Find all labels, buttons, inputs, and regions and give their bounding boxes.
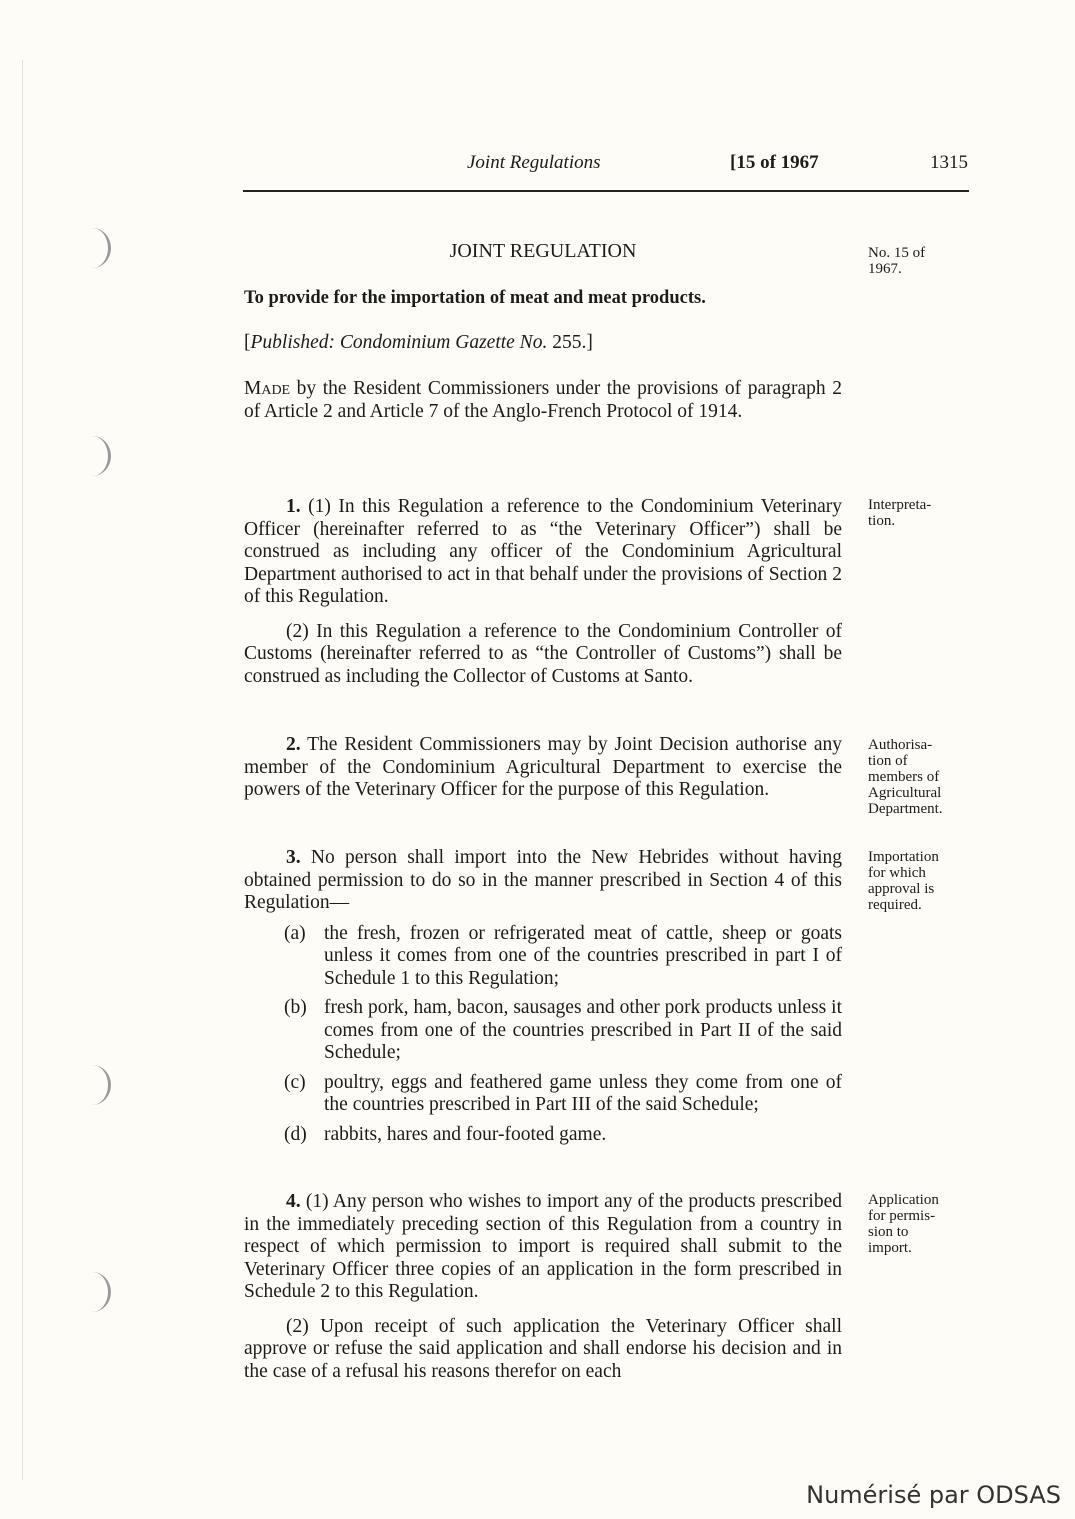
paragraph-text: The Resident Commissioners may by Joint Decision authorise any member of the Condominium Agricultural Department to exercise the powers of the Veterinary Officer for the purpose of this Regulation. [244,734,842,800]
margin-note-line: Interpreta- [868,497,932,513]
header-act: [15 of 1967 [730,152,819,173]
list-item-label: (a) [284,922,306,944]
margin-note-line: required. [868,897,922,913]
heading-margin-note [868,245,973,277]
section-number: 3. [286,847,301,868]
binding-edge [22,60,23,1480]
section-number: 4. [286,1191,301,1212]
list-item [244,997,842,1065]
section-2-para-1 [244,734,842,802]
list-item [244,923,842,991]
margin-note-line: Importation [868,849,939,865]
published-italic: Published: Condominium Gazette No. [250,332,548,353]
list-item [244,1124,842,1147]
margin-note-line: for which [868,865,926,881]
regulation-subtitle: To provide for the importation of meat and meat products. [244,288,706,308]
published-prefix: [ [244,332,251,353]
enacting-clause [244,378,842,423]
scan-watermark: Numérisé par ODSAS [806,1481,1061,1509]
section-1 [244,496,842,688]
list-item-label: (d) [284,1123,307,1145]
paragraph-text: (1) Any person who wishes to import any of the products prescribed in the immediately preceding section of this Regulation from a country in respect of which permission to import is required shall submit to the Veterinary Officer three copies of an application in the form prescribed in Schedule 2 to this Regulation. [244,1191,842,1302]
list-item-text: rabbits, hares and four-footed game. [324,1123,607,1145]
list-item-label: (b) [284,997,307,1018]
section-4-margin-note [868,1192,973,1256]
punch-hole [74,228,111,268]
margin-note-line: for permis- [868,1208,936,1224]
margin-note-line: sion to [868,1224,909,1240]
published-note [244,332,842,355]
section-1-para-2: (2) In this Regulation a reference to the Condominium Controller of Customs (hereinafter referred to as “the Controller of Customs”) shall be construed as including the Collector of Customs at Santo. [244,620,842,687]
margin-note-line: Agricultural [868,785,942,801]
regulation-heading: JOINT REGULATION [449,240,637,262]
margin-note-line: tion of [868,753,908,769]
margin-note-line: 1967. [868,261,902,277]
running-header [240,152,970,178]
list-item-text: poultry, eggs and feathered game unless they come from one of the countries prescribed in Part III of the said Schedule; [324,1071,842,1115]
margin-note-line: tion. [868,513,896,529]
published-suffix: 255.] [547,332,593,353]
section-number: 1. [286,496,301,517]
header-rule [243,190,969,192]
section-1-para-1 [244,496,842,609]
section-4-para-2: (2) Upon receipt of such application the Veterinary Officer shall approve or refuse the said application and shall endorse his decision and in the case of a refusal his reasons therefor on each [244,1315,842,1382]
list-item-text: the fresh, frozen or refrigerated meat of cattle, sheep or goats unless it comes from one of the countries prescribed in part I of Schedule 1 to this Regulation; [324,922,842,989]
punch-hole [74,1272,111,1312]
punch-hole [74,436,111,476]
punch-hole [74,1065,111,1105]
margin-note-line: Application [868,1192,939,1208]
page-number: 1315 [930,152,968,173]
section-number: 2. [286,734,301,755]
enacting-text: by the Resident Commissioners under the provisions of paragraph 2 of Article 2 and Article 7 of the Anglo-French Protocol of 1914. [244,378,842,422]
list-item [244,1072,842,1117]
section-2-margin-note [868,737,973,817]
section-2 [244,734,842,802]
paragraph-text: No person shall import into the New Hebrides without having obtained permission to do so in the manner prescribed in Section 4 of this Regulation— [244,847,842,913]
section-4 [244,1191,842,1383]
section-4-para-1 [244,1191,842,1304]
enacting-lead: Made [244,378,291,399]
section-1-margin-note [868,497,973,529]
list-item-text: fresh pork, ham, bacon, sausages and other pork products unless it comes from one of the countries prescribed in Part II of the said Schedule; [324,997,842,1063]
section-3-margin-note [868,849,973,913]
section-3-para-1 [244,847,842,915]
header-title: Joint Regulations [467,152,601,173]
paragraph-text: (1) In this Regulation a reference to the Condominium Veterinary Officer (hereinafter referred to as “the Veterinary Officer”) shall be construed as including any officer of the Condominium Agricultural Department authorised to act in that behalf under the provisions of Section 2 of this Regulation. [244,496,842,607]
margin-note-line: Authorisa- [868,737,933,753]
margin-note-line: Department. [868,801,943,817]
margin-note-line: No. 15 of [868,245,926,261]
list-item-label: (c) [284,1071,306,1093]
margin-note-line: import. [868,1240,912,1256]
margin-note-line: approval is [868,881,935,897]
margin-note-line: members of [868,769,940,785]
section-3 [244,847,842,1146]
